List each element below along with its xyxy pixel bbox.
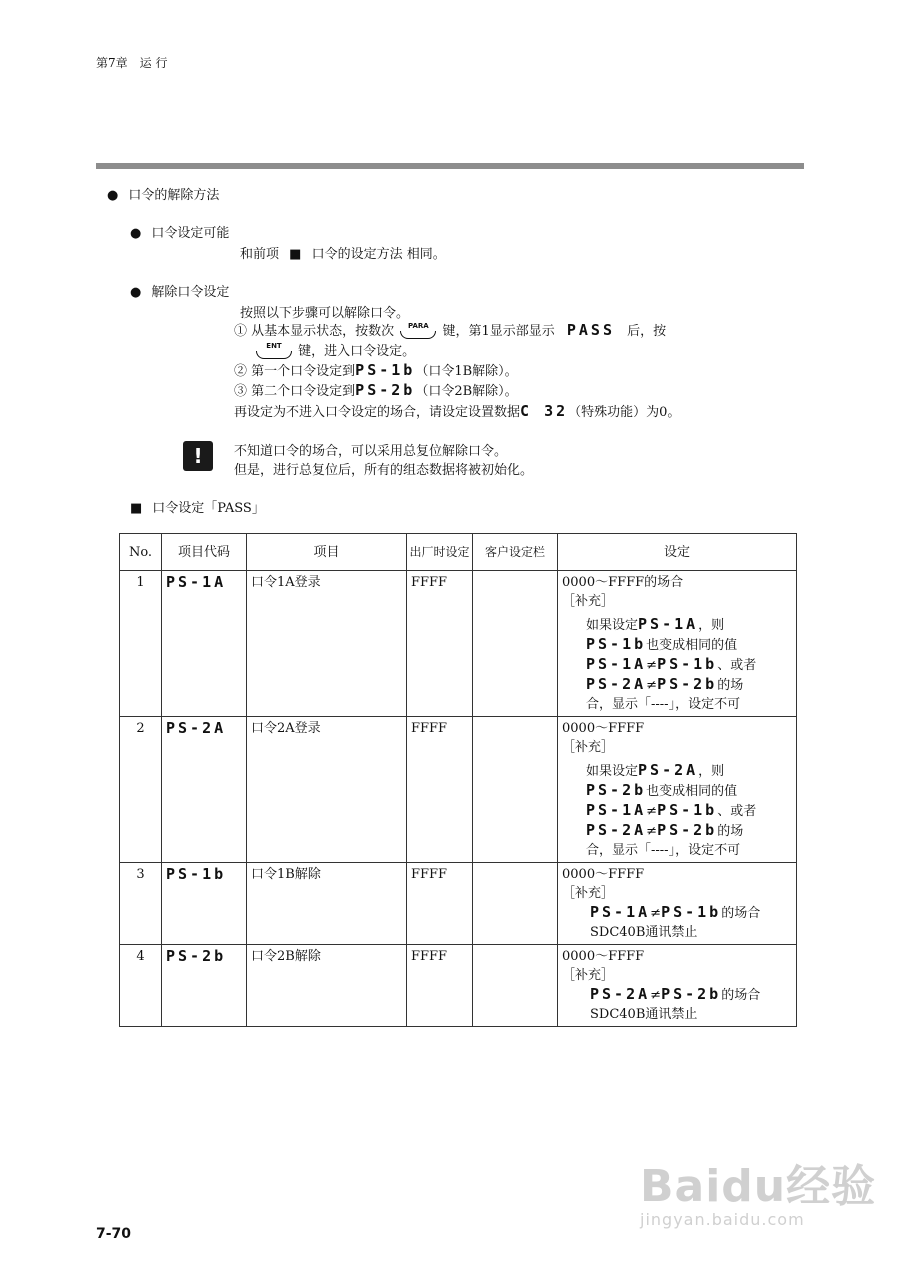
step-1: ① 从基本显示状态，按数次 PARA 键，第1显示部显示 PASS 后，按 <box>234 321 667 339</box>
warning-line-2: 但是，进行总复位后，所有的组态数据将被初始化。 <box>234 463 534 478</box>
table-row: 4 PS-2b 口令2B解除 FFFF 0000～FFFF ［补充］ PS-2A≠PS-2b的场合 SDC40B通讯禁止 <box>120 945 797 1027</box>
password-table <box>119 533 797 1027</box>
square-icon: ■ <box>289 247 302 262</box>
table-row: 2 PS-2A 口令2A登录 FFFF 0000～FFFF ［补充］ 如果设定PS-2A，则 PS-2b也变成相同的值 PS-1A≠PS-1b、或者 PS-2A≠PS-2b的场 合，显示「----」，设定不可 <box>120 717 797 863</box>
warning-line-1: 不知道口令的场合，可以采用总复位解除口令。 <box>234 444 508 459</box>
release-note: 再设定为不进入口令设定的场合，请设定设置数据C 32（特殊功能）为0。 <box>234 402 681 420</box>
ent-key-icon: ENT <box>256 345 292 359</box>
para-key-icon: PARA <box>400 325 436 339</box>
table-row: 1 PS-1A 口令1A登录 FFFF 0000～FFFF的场合 ［补充］ 如果设定PS-1A，则 PS-1b也变成相同的值 PS-1A≠PS-1b、或者 PS-2A≠PS-2b的场 合，显示「----」，设定不可 <box>120 571 797 717</box>
col-customer: 客户设定栏 <box>473 534 558 571</box>
col-no: No. <box>120 534 162 571</box>
page-number: 7-70 <box>96 1226 132 1242</box>
table-row: 3 PS-1b 口令1B解除 FFFF 0000～FFFF ［补充］ PS-1A≠PS-1b的场合 SDC40B通讯禁止 <box>120 863 797 945</box>
section-title: ● 口令的解除方法 <box>107 184 219 203</box>
square-icon: ■ <box>130 501 143 516</box>
col-code: 项目代码 <box>162 534 247 571</box>
watermark-url: jingyan.baidu.com <box>640 1210 805 1229</box>
col-setting: 设定 <box>558 534 797 571</box>
table-header-row <box>120 534 797 571</box>
step-3: ③ 第二个口令设定到PS-2b（口令2B解除）。 <box>234 381 518 399</box>
enable-title: ● 口令设定可能 <box>130 222 229 241</box>
chapter-header: 第7章 运 行 <box>96 56 168 70</box>
watermark <box>640 1150 876 1229</box>
baidu-logo: Baidu经验 <box>640 1161 877 1212</box>
step-2: ② 第一个口令设定到PS-1b（口令1B解除）。 <box>234 361 518 379</box>
enable-text: 和前项 ■ 口令的设定方法 相同。 <box>240 247 446 262</box>
col-item: 项目 <box>247 534 407 571</box>
warning-icon: ! <box>183 441 213 471</box>
release-title: ● 解除口令设定 <box>130 281 229 300</box>
col-factory: 出厂时设定 <box>407 534 473 571</box>
section-divider <box>96 163 804 169</box>
table-title: ■ 口令设定「PASS」 <box>130 501 265 516</box>
release-intro: 按照以下步骤可以解除口令。 <box>240 306 410 321</box>
step-1-cont: ENT 键，进入口令设定。 <box>254 340 415 359</box>
